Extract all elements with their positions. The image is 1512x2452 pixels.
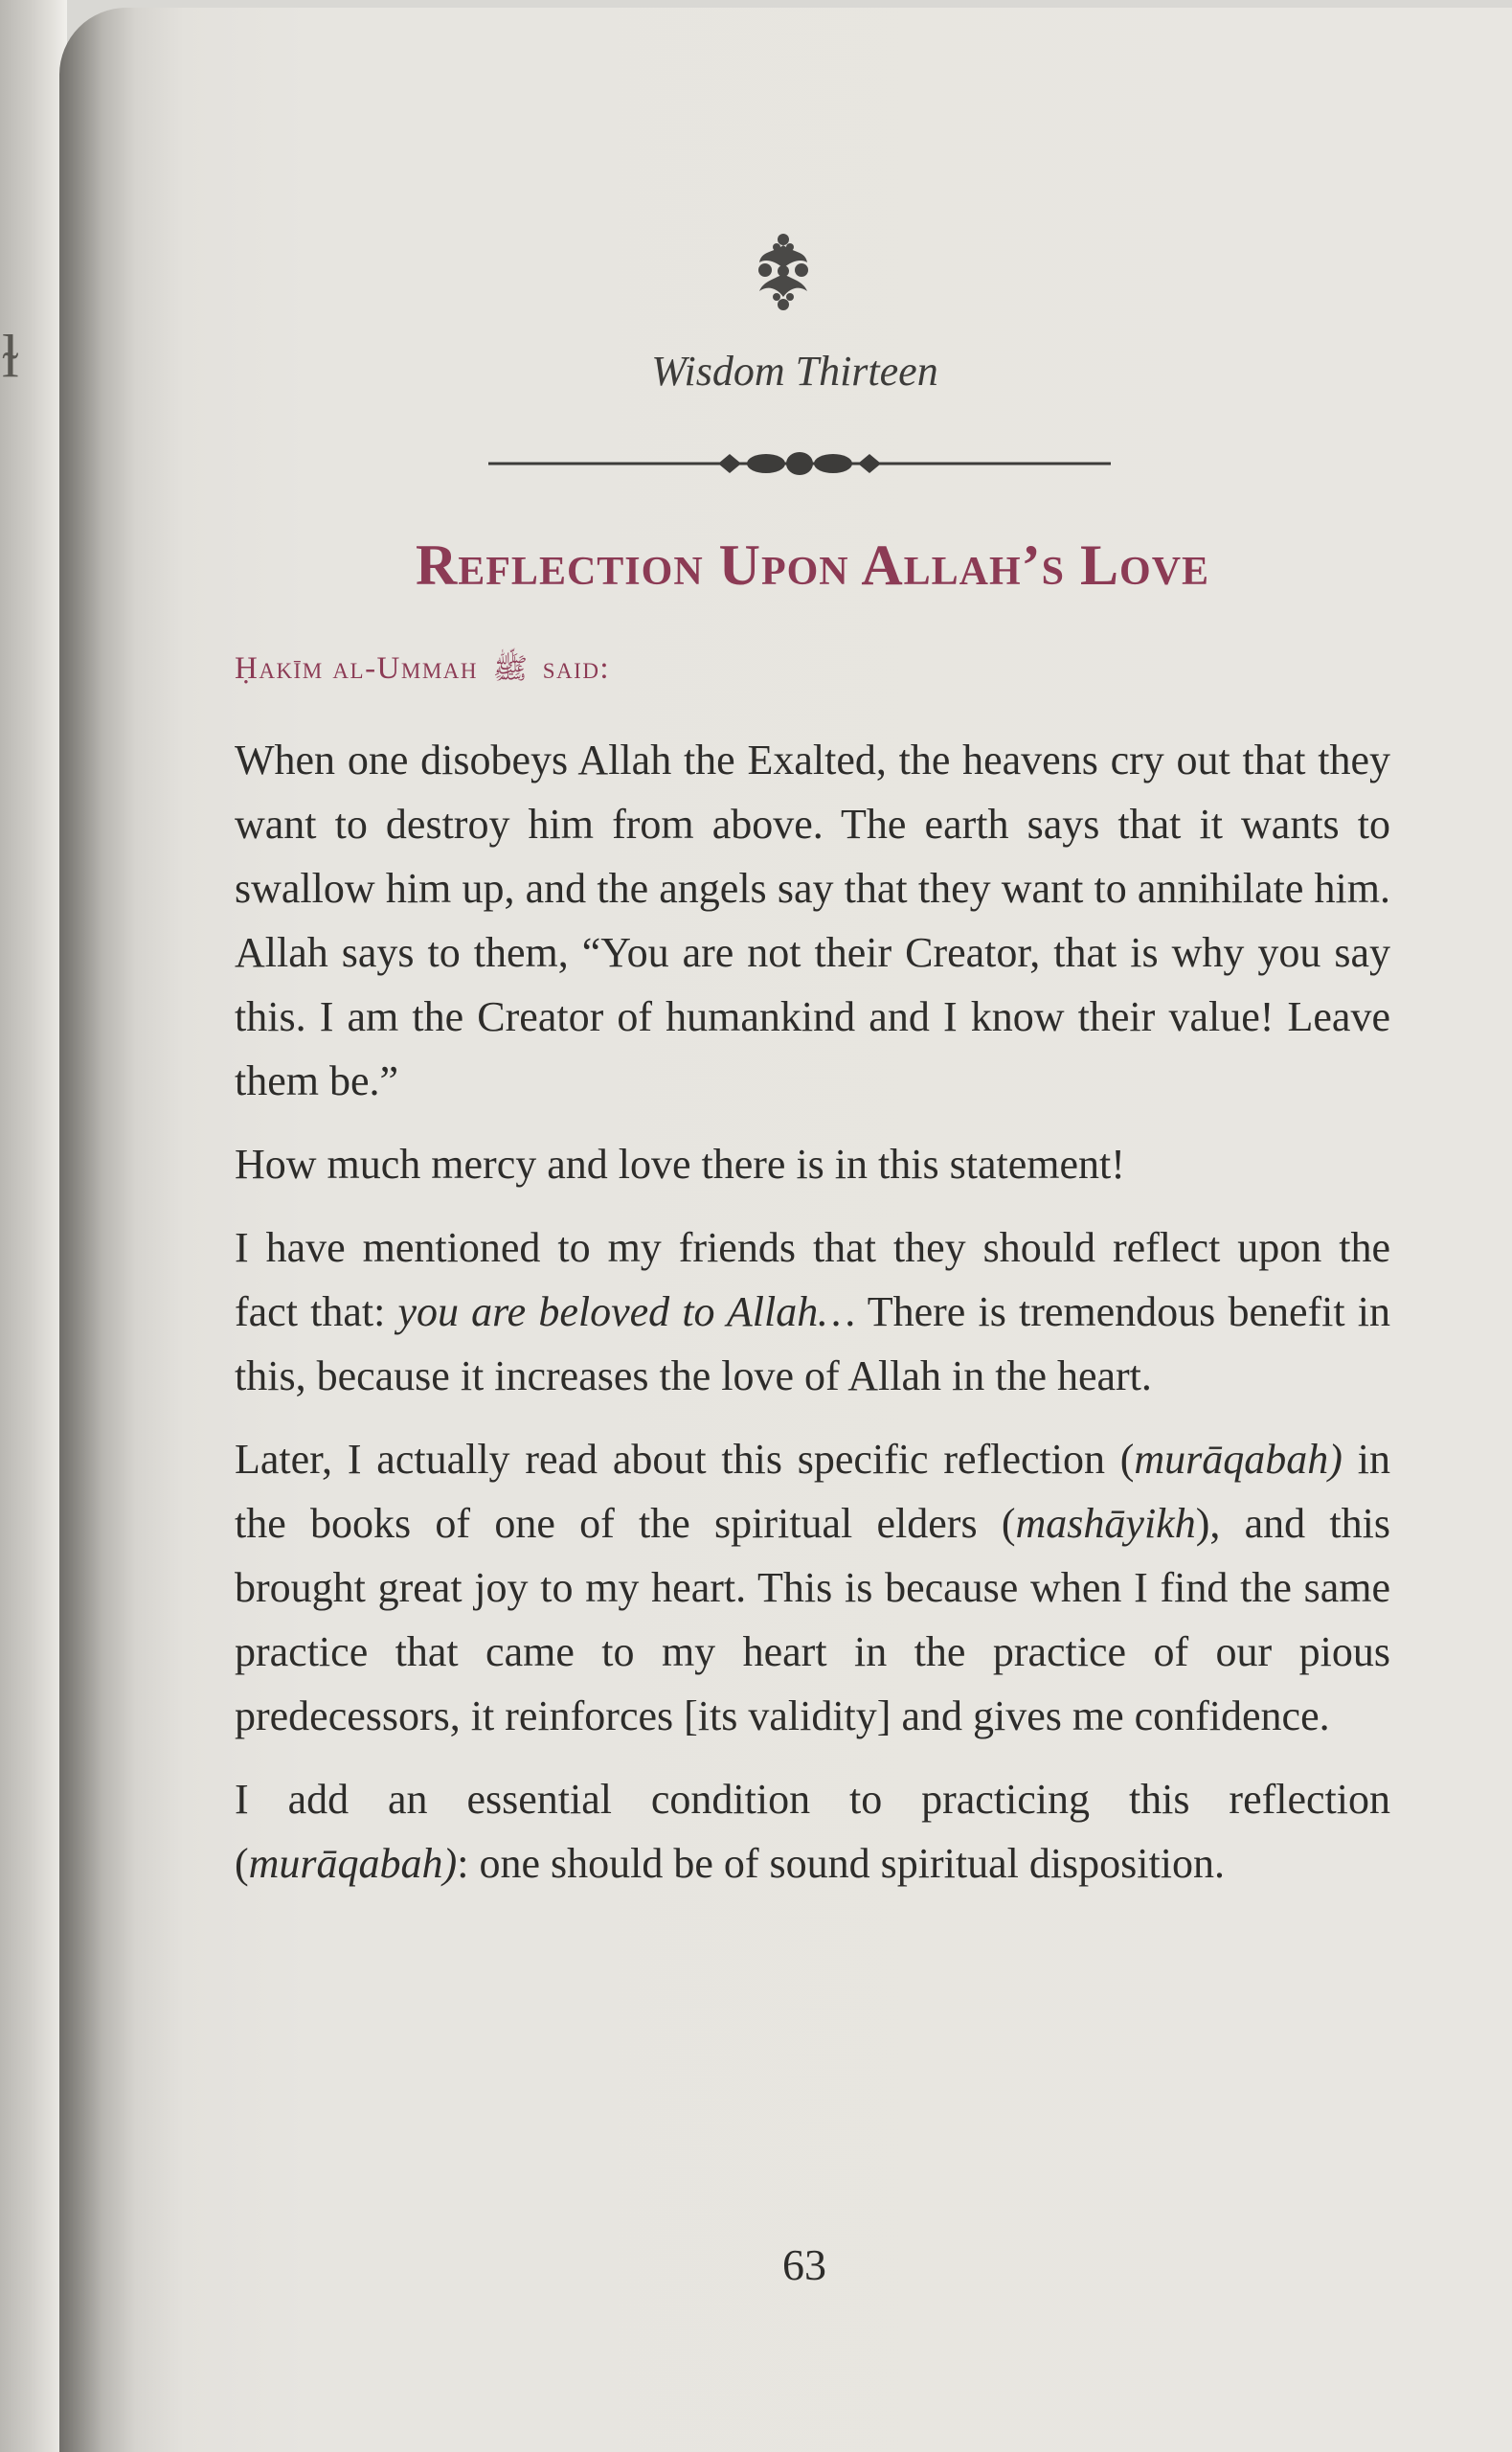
section-title: Reflection Upon Allah’s Love <box>415 534 1210 597</box>
speaker-verb: said: <box>542 651 611 686</box>
text-segment: When one disobeys Allah the Exalted, the heavens cry out that they want to destroy him from above. The earth says that it wants to swallow him up, and the angels say that they want to annihilate him. Allah says to them, “You are not their Creator, that is why you say this. I am the Creator of humankind and I know their value! Leave them be.” <box>235 737 1390 1104</box>
italic-text-segment: murāqabah) <box>1134 1436 1343 1483</box>
italic-text-segment: mashāyikh <box>1015 1500 1196 1547</box>
page-number: 63 <box>782 2240 826 2289</box>
text-segment: There is tremendous benefit in this, because it increases the love of Allah in the heart. <box>235 1288 1391 1399</box>
text-segment: ), and this brought great joy to my heart. This is because when I find the same practice that came to my heart in the practice of our pious predecessors, it reinforces [its validity] and gives me confidence. <box>235 1500 1390 1739</box>
paragraph <box>235 1215 1390 1408</box>
paragraph <box>235 1427 1390 1748</box>
speaker-attribution <box>235 651 610 692</box>
text-segment: I have mentioned to my friends that they should reflect upon the fact that: <box>235 1224 1390 1335</box>
ornamental-rule-icon <box>488 446 1111 481</box>
italic-text-segment: murāqabah) <box>248 1840 458 1887</box>
speaker-name: Ḥakīm al-Ummah <box>235 651 479 686</box>
previous-page-glyph-fragment: ɫ <box>2 322 19 390</box>
text-segment: : one should be of sound spiritual disposition. <box>457 1840 1225 1887</box>
italic-text-segment: you are beloved to Allah… <box>397 1288 856 1335</box>
text-segment: Later, I actually read about this specific reflection ( <box>235 1436 1135 1483</box>
text-segment: How much mercy and love there is in this statement! <box>235 1141 1125 1188</box>
paragraph <box>235 728 1390 1113</box>
chapter-label: Wisdom Thirteen <box>651 348 938 395</box>
book-page-stack-edge <box>0 0 67 2452</box>
book-page <box>59 8 1512 2452</box>
honorific-glyph: ﷺ <box>492 653 529 685</box>
floral-fleuron-icon <box>752 230 815 312</box>
text-segment: I add an essential condition to practicing this reflection ( <box>235 1776 1390 1887</box>
text-segment: in the books of one of the spiritual elders ( <box>235 1436 1390 1547</box>
paragraph <box>235 1767 1390 1896</box>
body-text <box>235 728 1390 1915</box>
paragraph <box>235 1132 1390 1196</box>
